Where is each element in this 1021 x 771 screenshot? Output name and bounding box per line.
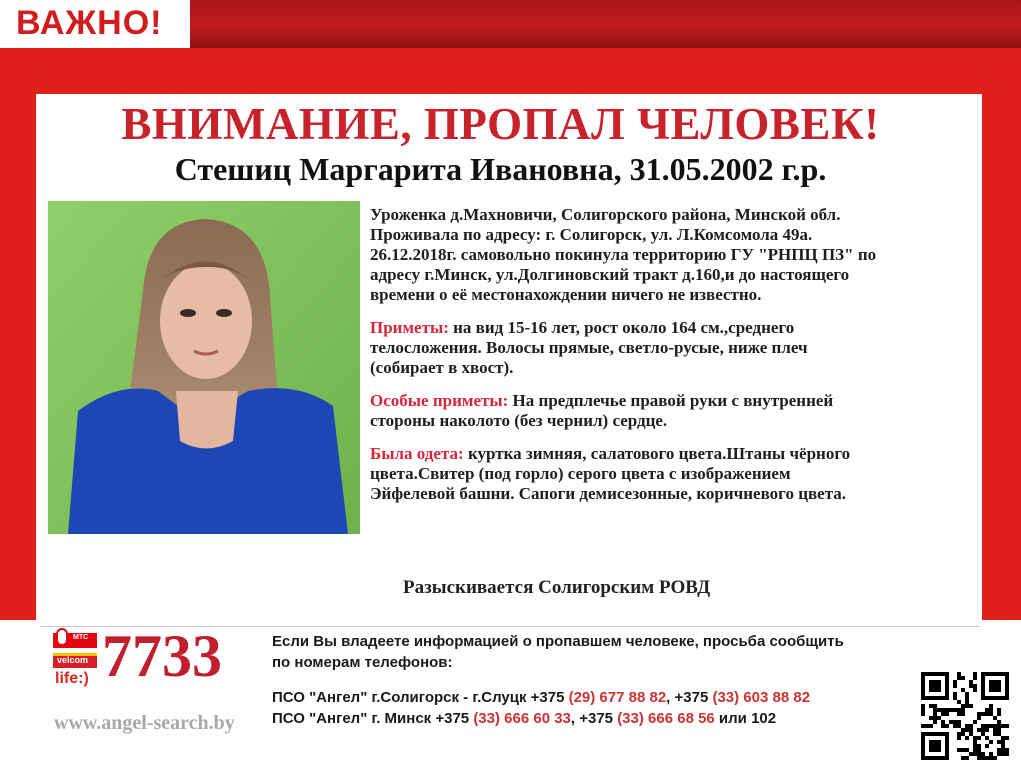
clothes-label: Была одета: — [370, 444, 464, 463]
phone-row-label: ПСО "Ангел" г.Солигорск - г.Слуцк +375 — [272, 689, 569, 706]
signs-label: Приметы: — [370, 318, 449, 337]
phone-number[interactable]: (29) 677 88 82 — [568, 689, 667, 706]
clothes-paragraph — [370, 444, 976, 504]
detail-line: времени о её местонахождении ничего не известно. — [370, 285, 762, 304]
detail-line: адресу г.Минск, ул.Долгиновский тракт д.160,и до настоящего — [370, 265, 850, 284]
phone-number[interactable]: (33) 666 68 56 — [617, 710, 715, 727]
detail-line: Уроженка д.Махновичи, Солигорского района, Минской обл. — [370, 205, 841, 224]
detail-line: телосложения. Волосы прямые, светло-русые, ниже плеч — [370, 338, 808, 357]
phone-separator: , +375 — [570, 710, 618, 727]
detail-line: Проживала по адресу: г. Солигорск, ул. Л.Комсомола 49а. — [370, 225, 813, 244]
important-tab — [0, 0, 190, 48]
contact-info — [272, 631, 912, 729]
important-label: ВАЖНО! — [16, 4, 163, 42]
contact-line: Если Вы владеете информацией о пропавшем человеке, просьба сообщить — [272, 633, 844, 650]
special-signs-paragraph — [370, 391, 976, 431]
website-link[interactable]: www.angel-search.by — [54, 712, 235, 734]
qr-code-graphic — [912, 663, 1018, 769]
detail-line: куртка зимняя, салатового цвета.Штаны чёрного — [463, 444, 851, 463]
spacer — [272, 673, 912, 687]
phone-separator: , +375 — [666, 689, 713, 706]
velcom-logo — [53, 653, 97, 668]
mts-logo — [53, 633, 97, 648]
phone-number[interactable]: (33) 666 60 33 — [473, 710, 571, 727]
mts-label: МТС — [73, 634, 89, 641]
detail-line: на вид 15-16 лет, рост около 164 см.,среднего — [448, 318, 795, 337]
person-name: Стешиц Маргарита Ивановна, 31.05.2002 г.р. — [174, 151, 827, 187]
detail-line: цвета.Свитер (под горло) серого цвета с изображением — [370, 464, 791, 483]
detail-line: (собирает в хвост). — [370, 358, 514, 377]
detail-line: стороны наколото (без чернил) сердце. — [370, 411, 668, 430]
special-signs-label: Особые приметы: — [370, 391, 509, 410]
origin-paragraph — [370, 205, 976, 305]
phone-suffix: или 102 — [714, 710, 777, 727]
detail-line: Эйфелевой башни. Сапоги демисезонные, коричневого цвета. — [370, 484, 847, 503]
signs-paragraph — [370, 318, 976, 378]
portrait-illustration — [48, 201, 360, 534]
alert-title: ВНИМАНИЕ, ПРОПАЛ ЧЕЛОВЕК! — [121, 99, 880, 149]
phone-row-soligorsk — [272, 687, 912, 708]
phone-row-minsk — [272, 708, 912, 729]
wanted-by: Разыскивается Солигорским РОВД — [403, 577, 711, 598]
red-stripe — [0, 48, 1021, 62]
phone-number[interactable]: (33) 603 88 82 — [712, 689, 811, 706]
top-banner — [0, 0, 1021, 48]
qr-code-icon[interactable] — [912, 663, 1018, 769]
life-logo: life:) — [55, 670, 89, 687]
person-photo — [48, 201, 360, 534]
contact-line: по номерам телефонов: — [272, 654, 453, 671]
egg-icon — [56, 628, 68, 646]
detail-line: На предплечье правой руки с внутренней — [508, 391, 834, 410]
velcom-label: velcom — [57, 655, 89, 665]
detail-line: 26.12.2018г. самовольно покинула территорию ГУ "РНПЦ ПЗ" по — [370, 245, 877, 264]
person-details — [370, 205, 976, 517]
phone-row-label: ПСО "Ангел" г. Минск +375 — [272, 710, 474, 727]
short-number[interactable]: 7733 — [102, 623, 222, 689]
